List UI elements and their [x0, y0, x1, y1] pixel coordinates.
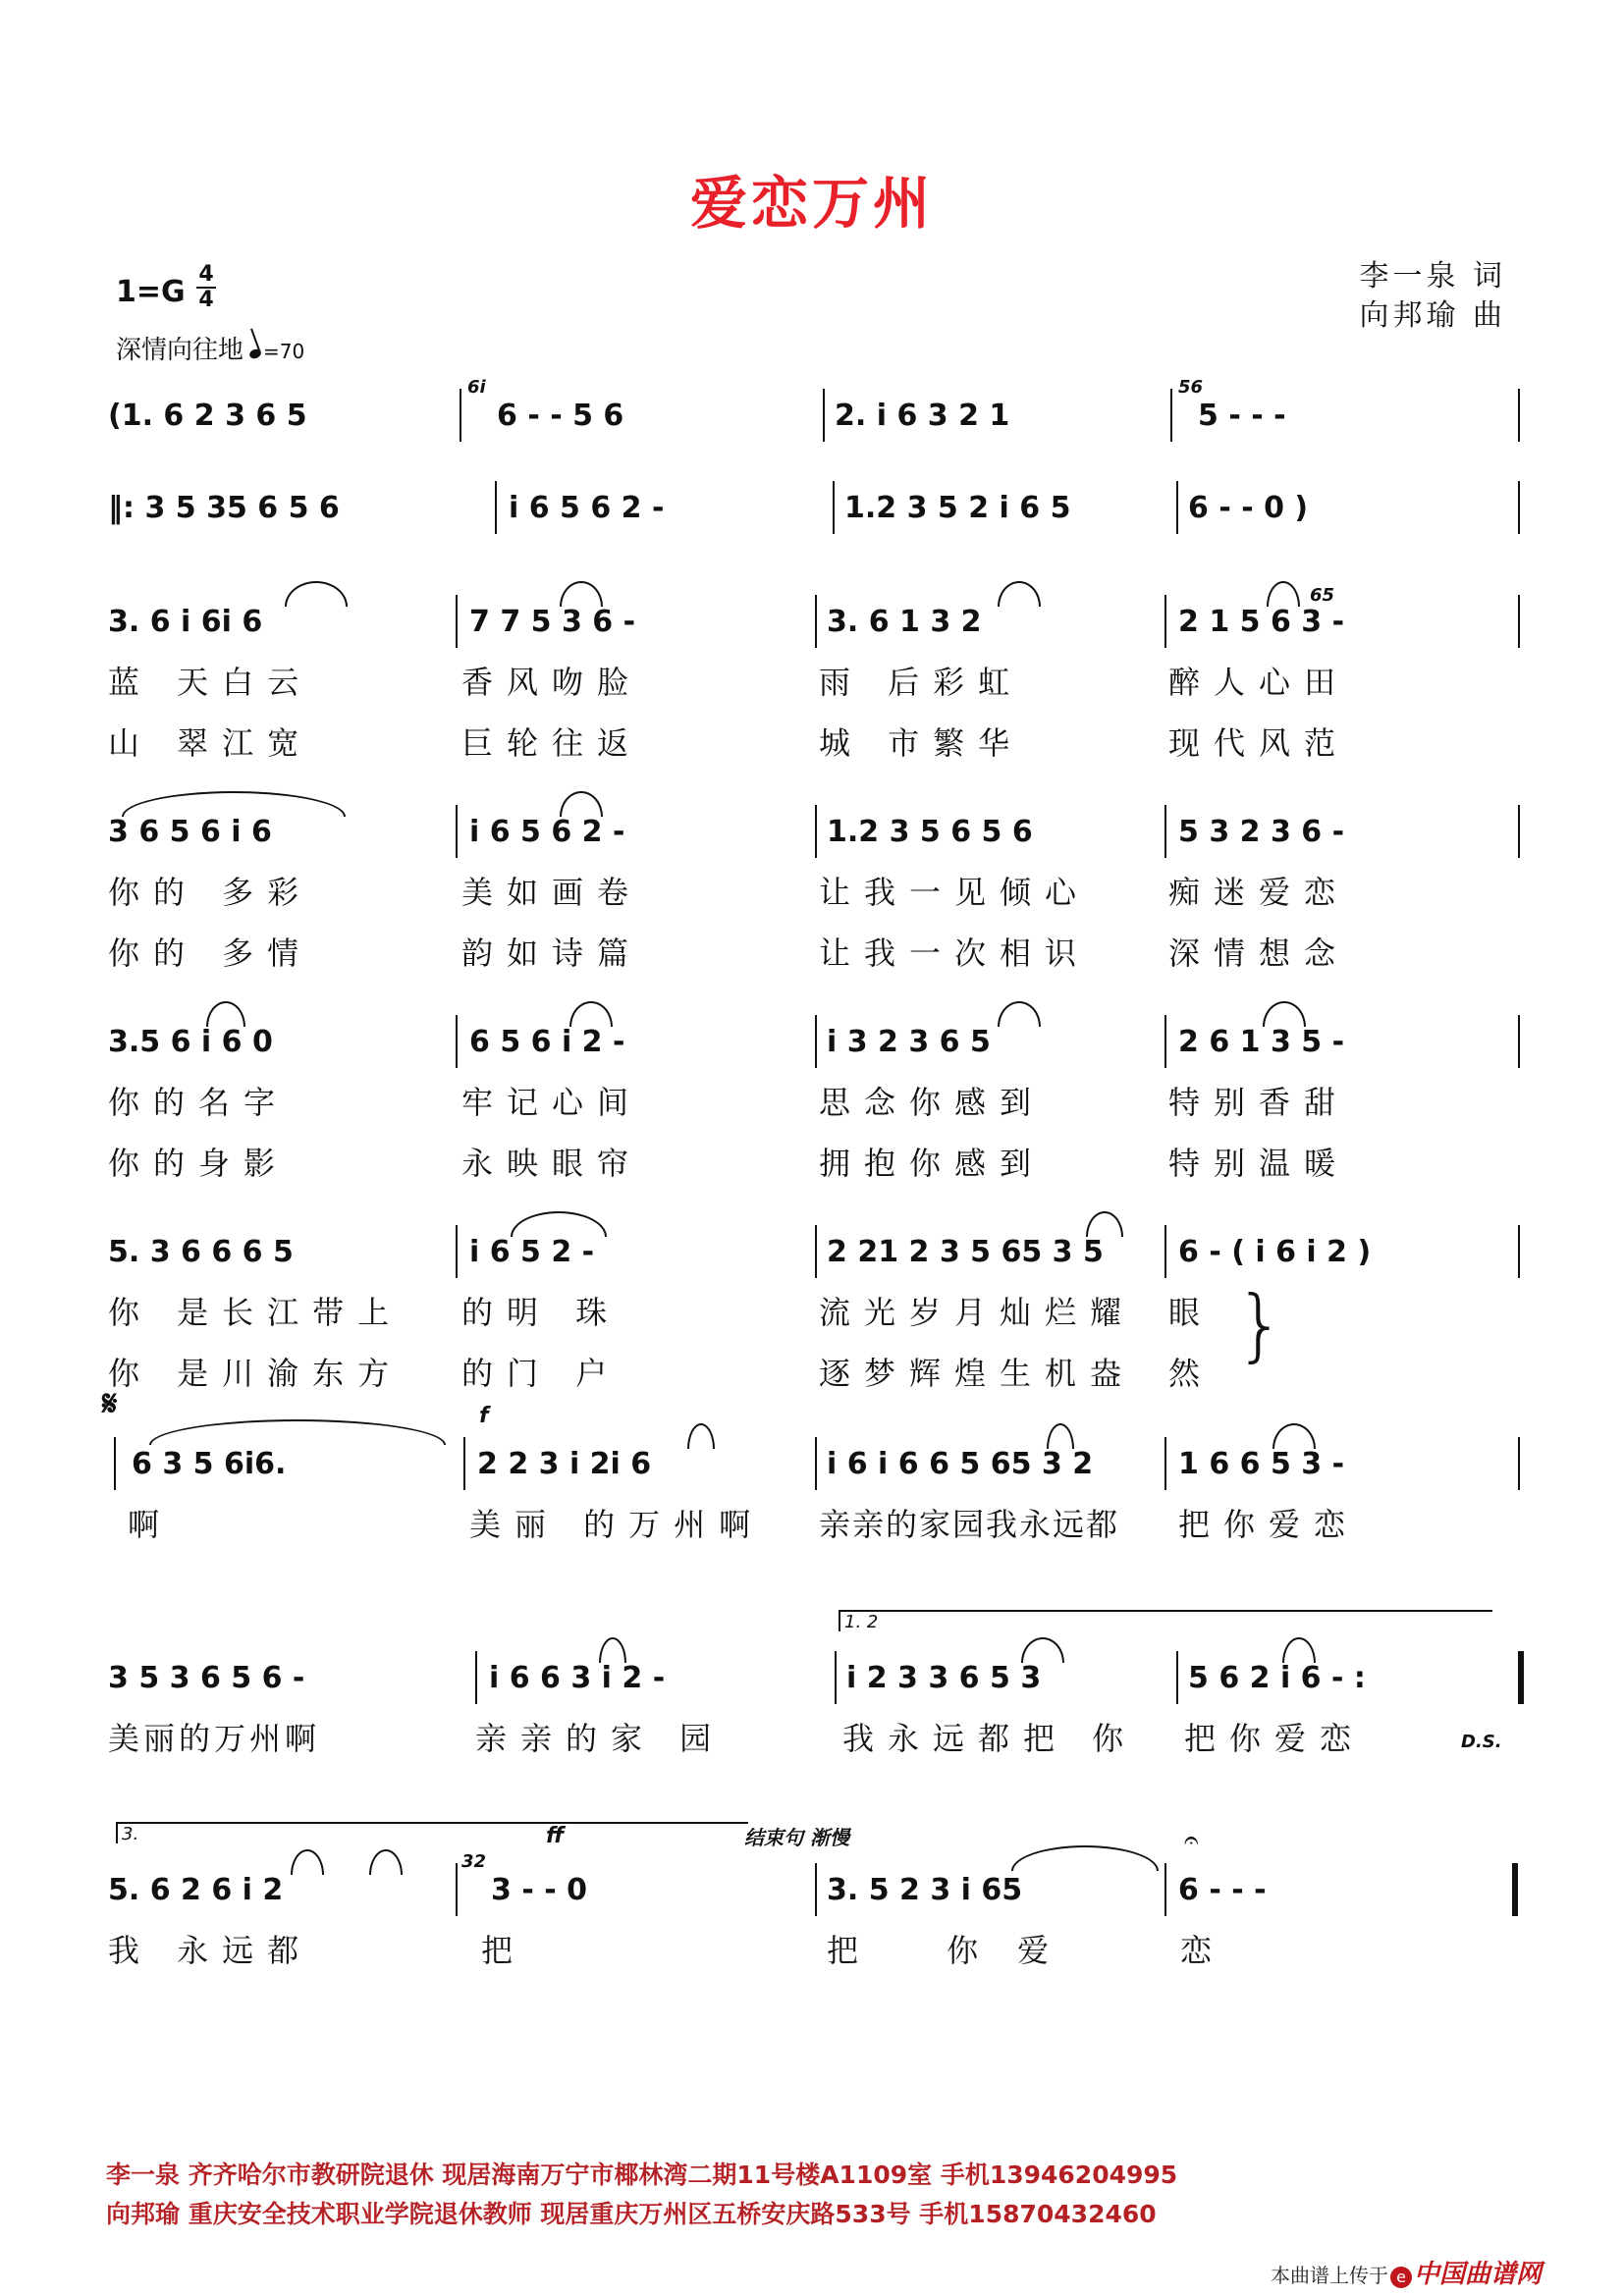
barline — [815, 1437, 817, 1490]
barline — [1176, 481, 1178, 534]
lyric: 我 永远都 — [108, 1932, 313, 1969]
song-title: 爱恋万州 — [689, 170, 934, 237]
lyric: 你的 多情 — [108, 934, 313, 972]
lyric: 拥抱你感到 — [819, 1145, 1046, 1182]
score-system-3 — [108, 585, 1522, 779]
lyric: 美如画卷 — [461, 874, 643, 911]
lyric: 把你爱恋 — [1178, 1506, 1360, 1543]
lyric: 把你爱恋 — [1184, 1720, 1366, 1757]
lyric: 特别香甜 — [1168, 1084, 1350, 1121]
slur — [1011, 1845, 1159, 1871]
key-signature: 1=G — [116, 275, 186, 309]
score-system-2 — [108, 489, 1522, 542]
measure: i 6 5 6 2 - — [509, 491, 665, 525]
repeat-start-icon: ‖: — [108, 491, 145, 525]
barline — [1170, 389, 1172, 442]
measure: 1 6 6 5 3 - — [1178, 1447, 1345, 1481]
lyricist-info: 李一泉 齐齐哈尔市教研院退休 现居海南万宁市椰林湾二期11号楼A1109室 手机13946204995 — [106, 2161, 1178, 2189]
grace-note: 56 — [1178, 377, 1204, 398]
brace-icon: } — [1235, 1279, 1285, 1370]
lyric: 亲亲的家园我永远都 — [819, 1506, 1120, 1543]
dynamic-f: f — [479, 1404, 489, 1428]
measure: 6 5 6 i 2 - — [469, 1025, 625, 1059]
measure: 2 6 1 3 5 - — [1178, 1025, 1345, 1059]
lyric: 永映眼帘 — [461, 1145, 643, 1182]
volta-bracket-1: 1. 2 — [839, 1610, 1492, 1631]
lyric: 你的名字 — [108, 1084, 290, 1121]
barline — [456, 595, 458, 648]
lyric: 深情想念 — [1168, 934, 1350, 972]
lyricist: 李一泉 词 — [1359, 259, 1506, 294]
barline — [463, 1437, 465, 1490]
lyric: 醉人心田 — [1168, 664, 1350, 701]
barline — [1518, 1015, 1520, 1068]
measure: 3. 5 2 3 i 65 — [827, 1873, 1023, 1907]
grace-note: 65 — [1310, 585, 1335, 606]
fermata-icon: 𝄐 — [1184, 1826, 1199, 1855]
barline — [1164, 595, 1166, 648]
measure: (1. 6 2 3 6 5 — [108, 399, 307, 433]
final-barline — [1512, 1863, 1518, 1916]
barline — [1164, 1863, 1166, 1916]
measure: ‖: 3 5 35 6 5 6 — [108, 491, 340, 525]
barline — [823, 389, 825, 442]
measure: 5 3 2 3 6 - — [1178, 815, 1345, 849]
measure: 6 - - 0 ) — [1188, 491, 1309, 525]
lyric: 雨 后彩虹 — [819, 664, 1024, 701]
measure: 2 2 3 i 2i 6 — [477, 1447, 652, 1481]
slur — [285, 581, 348, 607]
score-system-4 — [108, 813, 1522, 989]
barline — [1518, 389, 1520, 442]
barline — [456, 1225, 458, 1278]
score-system-8 — [108, 1659, 1522, 1775]
lyric: 的明 珠 — [461, 1294, 622, 1331]
lyric: 香风吻脸 — [461, 664, 643, 701]
score-system-5 — [108, 1023, 1522, 1200]
measure: i 2 3 3 6 5 3 — [846, 1661, 1042, 1695]
lyric: 巨轮往返 — [461, 724, 643, 762]
lyric: 痴迷爱恋 — [1168, 874, 1350, 911]
lyric: 蓝 天白云 — [108, 664, 313, 701]
quarter-note-icon — [248, 347, 262, 360]
barline — [456, 1015, 458, 1068]
site-brand[interactable]: 中国曲谱网 — [1413, 2260, 1542, 2289]
barline — [815, 595, 817, 648]
tempo-marking: 深情向往地 =70 — [116, 336, 305, 365]
lyric: 让我一次相识 — [819, 934, 1091, 972]
slur — [998, 1001, 1041, 1027]
barline — [1164, 1225, 1166, 1278]
lyric: 我永远都把 你 — [842, 1720, 1138, 1757]
measure: 3.5 6 i 6 0 — [108, 1025, 273, 1059]
barline — [1518, 595, 1520, 648]
barline — [1164, 805, 1166, 858]
measure: i 6 5 2 - — [469, 1235, 595, 1269]
ds-marking: D.S. — [1461, 1732, 1502, 1752]
barline — [495, 481, 497, 534]
slur — [291, 1849, 324, 1875]
slur — [369, 1849, 403, 1875]
barline — [835, 1651, 837, 1704]
measure: 6 - ( i 6 i 2 ) — [1178, 1235, 1372, 1269]
barline — [475, 1651, 477, 1704]
lyric: 美丽 的万州啊 — [469, 1506, 765, 1543]
barline — [1164, 1437, 1166, 1490]
lyric: 特别温暖 — [1168, 1145, 1350, 1182]
ending-marking: 结束句 渐慢 — [744, 1826, 849, 1849]
lyric: 思念你感到 — [819, 1084, 1046, 1121]
slur — [687, 1423, 715, 1449]
barline — [114, 1437, 116, 1490]
measure: 1.2 3 5 2 i 6 5 — [844, 491, 1071, 525]
measure: 2 1 5 6 3 - — [1178, 605, 1345, 639]
slur — [149, 1419, 446, 1445]
lyric: 然 — [1168, 1355, 1215, 1392]
grace-note: 6i — [467, 377, 486, 398]
measure: 3 6 5 6 i 6 — [108, 815, 272, 849]
measure: i 6 6 3 i 2 - — [489, 1661, 666, 1695]
lyric: 让我一见倾心 — [819, 874, 1091, 911]
segno-icon: 𝄋 — [102, 1384, 118, 1424]
measure: 3 - - 0 — [491, 1873, 587, 1907]
time-signature: 4 4 — [196, 263, 216, 312]
barline — [815, 805, 817, 858]
measure: 7 7 5 3 6 - — [469, 605, 636, 639]
site-credit: 本曲谱上传于 e 中国曲谱网 — [1270, 2260, 1542, 2289]
lyric: 眼 — [1168, 1294, 1215, 1331]
author-info — [106, 2156, 1177, 2234]
lyric: 你的身影 — [108, 1145, 290, 1182]
score-system-1 — [108, 377, 1522, 450]
composer-info: 向邦瑜 重庆安全技术职业学院退休教师 现居重庆万州区五桥安庆路533号 手机15870432460 — [106, 2200, 1157, 2228]
barline — [1518, 481, 1520, 534]
lyric: 恋 — [1180, 1932, 1226, 1969]
lyric: 城 市繁华 — [819, 724, 1024, 762]
score-system-6 — [108, 1233, 1522, 1410]
measure: 2 21 2 3 5 65 3 5 — [827, 1235, 1104, 1269]
barline — [1176, 1651, 1178, 1704]
measure: 1.2 3 5 6 5 6 — [827, 815, 1033, 849]
measure: 6 - - 5 6 — [497, 399, 624, 433]
repeat-end-barline — [1518, 1651, 1524, 1704]
barline — [1518, 1437, 1520, 1490]
measure: 5. 3 6 6 6 5 — [108, 1235, 294, 1269]
measure: 5 6 2 i 6 - : — [1188, 1661, 1366, 1695]
measure: 2. i 6 3 2 1 — [835, 399, 1010, 433]
lyric: 把 你爱 — [827, 1932, 1089, 1969]
barline — [1518, 1225, 1520, 1278]
score-system-9 — [108, 1851, 1522, 1987]
barline — [456, 1863, 458, 1916]
measure: i 6 5 6 2 - — [469, 815, 625, 849]
measure: 3 5 3 6 5 6 - — [108, 1661, 305, 1695]
lyric: 亲亲的家 园 — [475, 1720, 726, 1757]
barline — [456, 805, 458, 858]
barline — [1164, 1015, 1166, 1068]
lyric: 你的 多彩 — [108, 874, 313, 911]
lyric: 啊 — [128, 1506, 174, 1543]
score-system-7 — [108, 1445, 1522, 1561]
barline — [815, 1225, 817, 1278]
barline — [815, 1015, 817, 1068]
site-logo-icon: e — [1390, 2267, 1412, 2288]
measure: 6 - - - — [1178, 1873, 1267, 1907]
measure: i 3 2 3 6 5 — [827, 1025, 991, 1059]
credits — [1359, 257, 1506, 336]
dynamic-ff: ff — [546, 1824, 565, 1848]
barline — [815, 1863, 817, 1916]
lyric: 的门 户 — [461, 1355, 622, 1392]
barline — [833, 481, 835, 534]
measure: 3. 6 1 3 2 — [827, 605, 982, 639]
lyric: 牢记心间 — [461, 1084, 643, 1121]
lyric: 美丽的万州啊 — [108, 1720, 321, 1757]
lyric: 韵如诗篇 — [461, 934, 643, 972]
barline — [460, 389, 461, 442]
measure: 6 3 5 6i6. — [132, 1447, 287, 1481]
lyric: 你 是川渝东方 — [108, 1355, 404, 1392]
barline — [1518, 805, 1520, 858]
measure: i 6 i 6 6 5 65 3 2 — [827, 1447, 1094, 1481]
lyric: 把 — [481, 1932, 527, 1969]
measure: 3. 6 i 6i 6 — [108, 605, 263, 639]
composer: 向邦瑜 曲 — [1359, 298, 1506, 333]
lyric: 山 翠江宽 — [108, 724, 313, 762]
grace-note: 32 — [461, 1851, 487, 1872]
volta-bracket-2: 3. — [116, 1822, 748, 1843]
lyric: 流光岁月灿烂耀 — [819, 1294, 1136, 1331]
lyric: 你 是长江带上 — [108, 1294, 404, 1331]
lyric: 逐梦辉煌生机盎 — [819, 1355, 1136, 1392]
measure: 5. 6 2 6 i 2 — [108, 1873, 284, 1907]
measure: 5 - - - — [1198, 399, 1286, 433]
lyric: 现代风范 — [1168, 724, 1350, 762]
slur — [998, 581, 1041, 607]
